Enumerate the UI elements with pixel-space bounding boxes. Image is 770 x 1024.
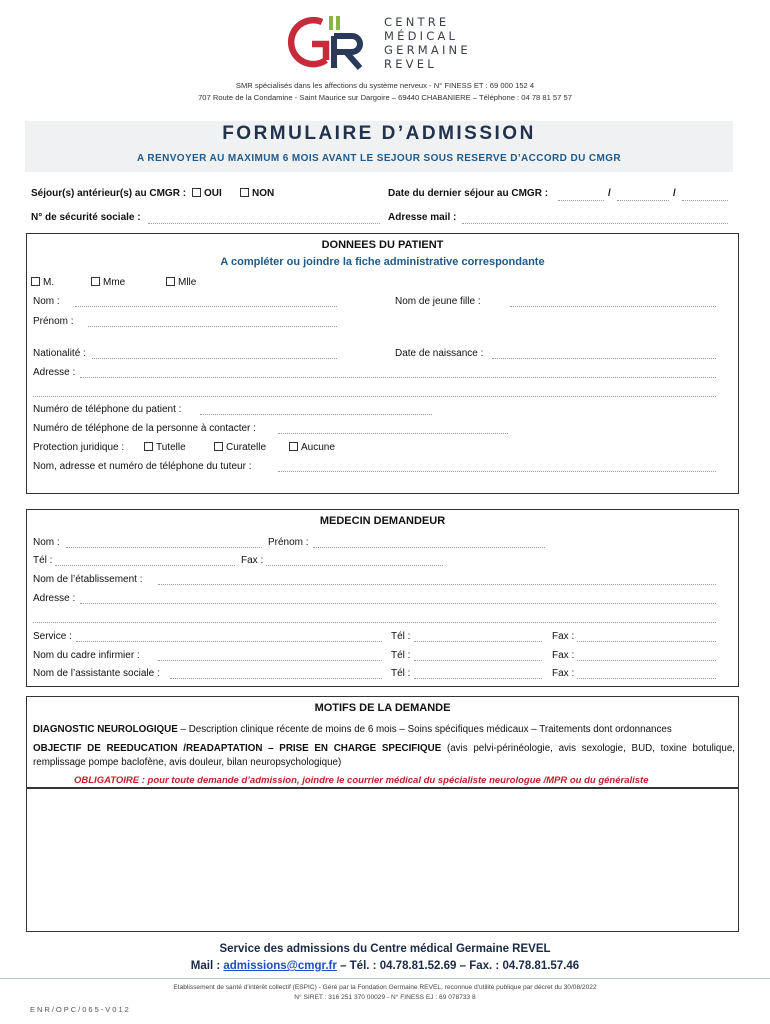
date-slash: / (673, 188, 676, 199)
naissance-field[interactable] (492, 358, 716, 359)
service-fax-field[interactable] (577, 641, 716, 642)
title-band (25, 121, 733, 172)
diagnostic-text: DIAGNOSTIC NEUROLOGIQUE – Description clinique récente de moins de 6 mois – Soins spécifiques médicaux – Traitements dont ordonnances (33, 724, 672, 735)
patient-prenom-field[interactable] (88, 326, 337, 327)
jeune-fille-field[interactable] (510, 306, 716, 307)
checkbox-icon (214, 442, 223, 451)
admissions-email-link[interactable]: admissions@cmgr.fr (223, 960, 337, 972)
secu-field[interactable] (148, 223, 380, 224)
med-nom-label: Nom : (33, 537, 60, 548)
date-year-field[interactable] (682, 200, 728, 201)
motifs-section-title: MOTIFS DE LA DEMANDE (314, 702, 451, 714)
med-nom-field[interactable] (66, 547, 262, 548)
civ-mlle-checkbox[interactable]: Mlle (166, 277, 196, 288)
patient-adresse-field[interactable] (80, 377, 716, 378)
footer-legal-1: Etablissement de santé d'intérêt collectif (ESPIC) - Géré par la Fondation Germaine REVEL, reconnue d'utilité publique par décret du 30/08/2022 (173, 984, 597, 991)
curatelle-checkbox[interactable]: Curatelle (214, 442, 266, 453)
free-text-area[interactable] (26, 788, 739, 932)
header-line-2: 707 Route de la Condamine - Saint Maurice sur Dargoire – 69440 CHABANIERE – Téléphone : 04 78 81 57 57 (198, 93, 572, 102)
footer-divider (0, 978, 770, 979)
cadre-field[interactable] (158, 660, 382, 661)
checkbox-icon (240, 188, 249, 197)
jeune-fille-label: Nom de jeune fille : (395, 296, 481, 307)
cadre-tel-field[interactable] (414, 660, 542, 661)
med-adresse-label: Adresse : (33, 593, 76, 604)
cmgr-logo-icon (282, 14, 374, 72)
service-tel-field[interactable] (414, 641, 542, 642)
patient-nom-field[interactable] (75, 306, 337, 307)
tel-patient-label: Numéro de téléphone du patient : (33, 404, 182, 415)
patient-adresse-field-2[interactable] (33, 396, 716, 397)
tel-patient-field[interactable] (200, 414, 432, 415)
tel-contact-field[interactable] (278, 433, 508, 434)
medecin-section-title: MEDECIN DEMANDEUR (319, 515, 446, 527)
patient-section-subtitle: A compléter ou joindre la fiche administrative correspondante (220, 256, 545, 268)
sejours-label: Séjour(s) antérieur(s) au CMGR : (31, 188, 187, 199)
etablissement-field[interactable] (158, 584, 716, 585)
med-prenom-field[interactable] (313, 547, 545, 548)
etablissement-label: Nom de l’établissement : (33, 574, 143, 585)
assistante-fax-field[interactable] (577, 678, 716, 679)
med-adresse-field[interactable] (80, 603, 716, 604)
service-label: Service : (33, 631, 72, 642)
patient-nom-label: Nom : (33, 296, 60, 307)
med-fax-field[interactable] (266, 565, 443, 566)
checkbox-icon (144, 442, 153, 451)
assistante-label: Nom de l’assistante sociale : (33, 668, 160, 679)
cadre-tel-label: Tél : (391, 650, 411, 661)
checkbox-icon (31, 277, 40, 286)
med-prenom-label: Prénom : (268, 537, 309, 548)
mail-field[interactable] (462, 223, 728, 224)
protection-label: Protection juridique : (33, 442, 125, 453)
sejour-oui-checkbox[interactable]: OUI (192, 188, 222, 199)
assistante-field[interactable] (170, 678, 382, 679)
med-adresse-field-2[interactable] (33, 622, 716, 623)
mandatory-note: OBLIGATOIRE : pour toute demande d’admission, joindre le courrier médical du spécialiste neurologue /MPR ou du généraliste (74, 775, 649, 786)
tuteur-label: Nom, adresse et numéro de téléphone du tuteur : (33, 461, 252, 472)
date-day-field[interactable] (558, 200, 604, 201)
tuteur-field[interactable] (278, 471, 716, 472)
med-tel-label: Tél : (33, 555, 53, 566)
logo-wordmark: CENTRE MÉDICAL GERMAINE REVEL (384, 15, 471, 71)
naissance-label: Date de naissance : (395, 348, 484, 359)
document-reference: ENR/OPC/065-V012 (30, 1005, 131, 1014)
med-fax-label: Fax : (241, 555, 264, 566)
patient-prenom-label: Prénom : (33, 316, 74, 327)
cadre-fax-label: Fax : (552, 650, 575, 661)
page-title: FORMULAIRE D’ADMISSION (222, 123, 536, 144)
assistante-tel-field[interactable] (414, 678, 542, 679)
patient-adresse-label: Adresse : (33, 367, 76, 378)
footer-legal-2: N° SIRET : 316 251 370 00029 - N° FINESS EJ : 69 078733 8 (294, 994, 476, 1001)
med-tel-field[interactable] (55, 565, 235, 566)
patient-section-title: DONNEES DU PATIENT (321, 239, 444, 251)
civ-mme-checkbox[interactable]: Mme (91, 277, 125, 288)
date-month-field[interactable] (617, 200, 669, 201)
patient-section (26, 233, 739, 494)
checkbox-icon (192, 188, 201, 197)
objectif-text: OBJECTIF DE REEDUCATION /READAPTATION – PRISE EN CHARGE SPECIFIQUE (avis pelvi-périnéologie, avis sexologie, BUD, toxine botulique, remplissage pompe baclofène, avis douleur, bilan neuropsychologique) (33, 743, 736, 768)
date-sejour-label: Date du dernier séjour au CMGR : (388, 188, 549, 199)
nationalite-field[interactable] (92, 358, 337, 359)
secu-label: N° de sécurité sociale : (31, 212, 141, 223)
cadre-fax-field[interactable] (577, 660, 716, 661)
assistante-fax-label: Fax : (552, 668, 575, 679)
tutelle-checkbox[interactable]: Tutelle (144, 442, 186, 453)
cadre-label: Nom du cadre infirmier : (33, 650, 140, 661)
checkbox-icon (166, 277, 175, 286)
header-line-1: SMR spécialisés dans les affections du système nerveux - N° FINESS ET : 69 000 152 4 (235, 81, 535, 90)
nationalite-label: Nationalité : (33, 348, 86, 359)
service-tel-label: Tél : (391, 631, 411, 642)
aucune-checkbox[interactable]: Aucune (289, 442, 335, 453)
assistante-tel-label: Tél : (391, 668, 411, 679)
service-field[interactable] (76, 641, 382, 642)
checkbox-icon (289, 442, 298, 451)
sejour-non-checkbox[interactable]: NON (240, 188, 274, 199)
footer-contact: Mail : admissions@cmgr.fr – Tél. : 04.78.81.52.69 – Fax. : 04.78.81.57.46 (190, 960, 580, 972)
checkbox-icon (91, 277, 100, 286)
tel-contact-label: Numéro de téléphone de la personne à contacter : (33, 423, 256, 434)
mail-label: Adresse mail : (388, 212, 457, 223)
footer-service: Service des admissions du Centre médical Germaine REVEL (219, 943, 551, 955)
civ-m-checkbox[interactable]: M. (31, 277, 54, 288)
date-slash: / (608, 188, 611, 199)
service-fax-label: Fax : (552, 631, 575, 642)
page-subtitle: A RENVOYER AU MAXIMUM 6 MOIS AVANT LE SEJOUR SOUS RESERVE D’ACCORD DU CMGR (136, 153, 622, 164)
